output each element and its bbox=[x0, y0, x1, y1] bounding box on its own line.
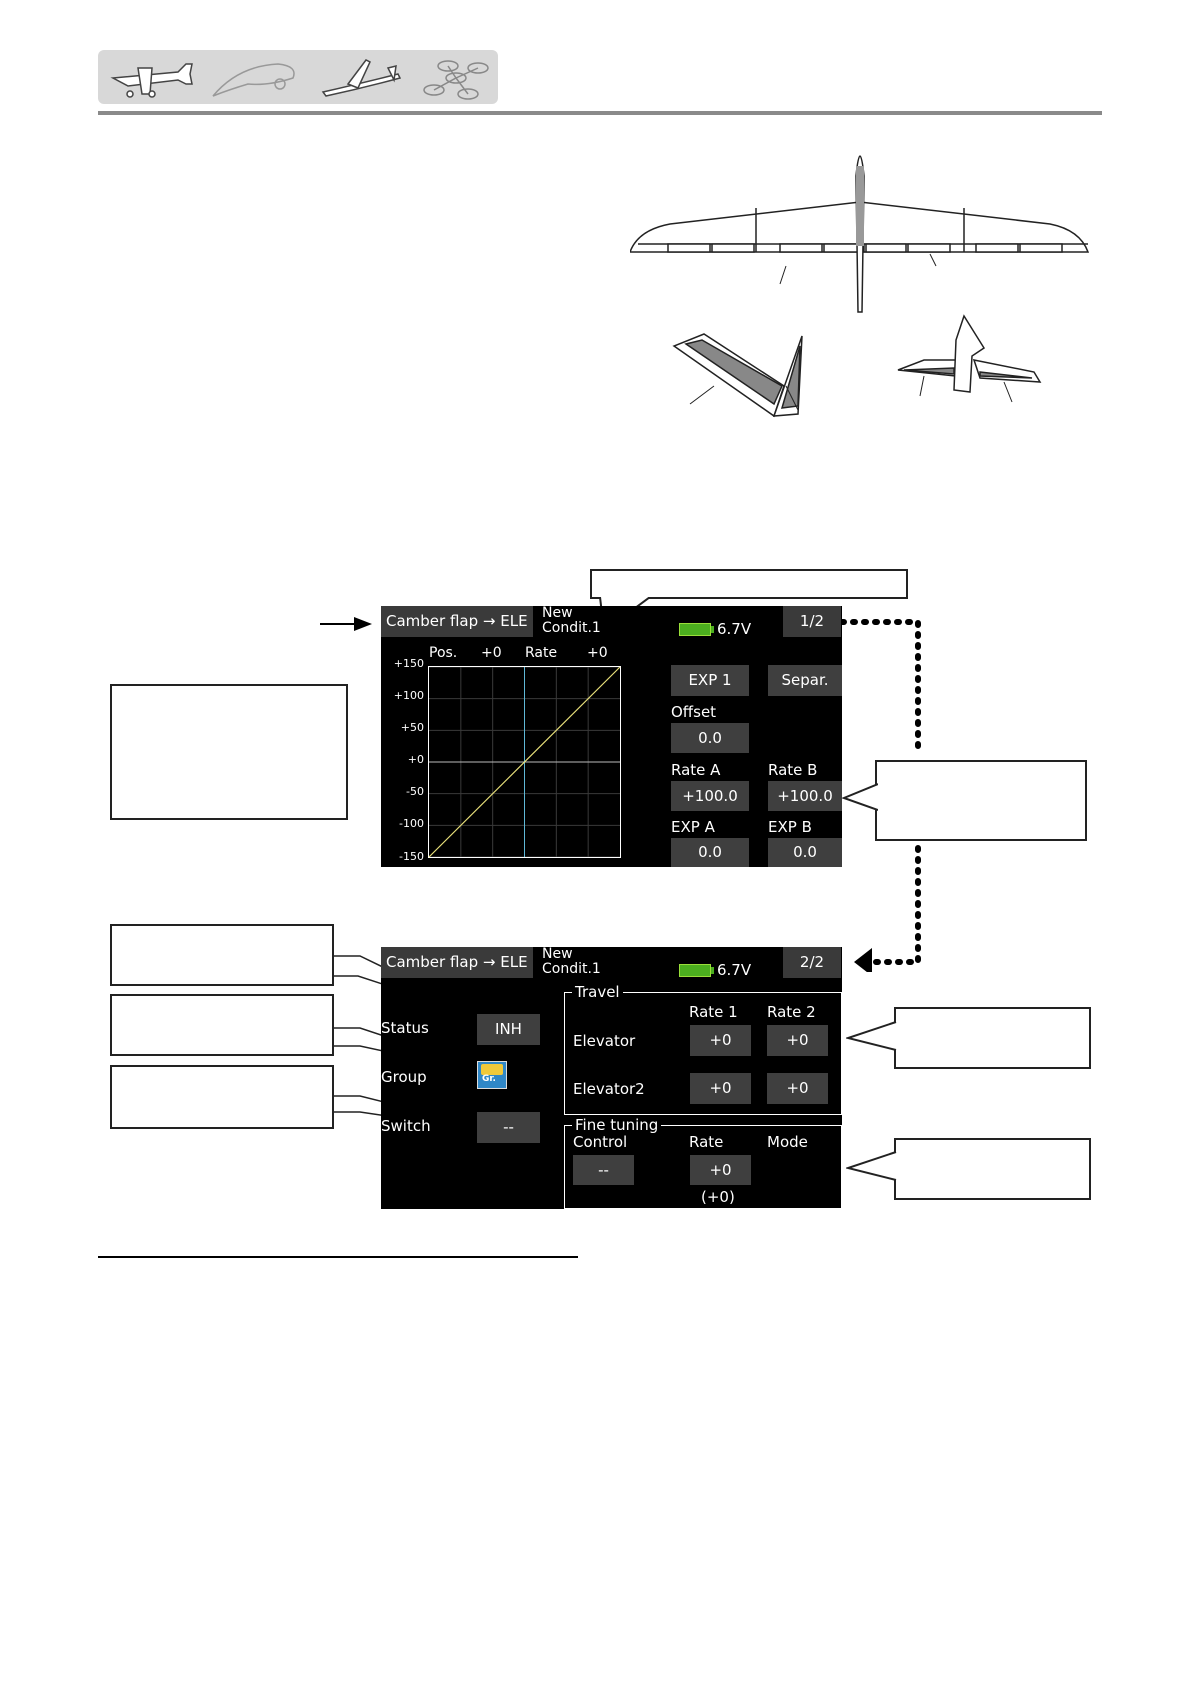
rate-label: Rate bbox=[525, 645, 558, 661]
elevator2-rate2-value[interactable]: +0 bbox=[767, 1073, 828, 1104]
condition-line1: New bbox=[542, 946, 573, 962]
fine-rate-label: Rate bbox=[689, 1133, 724, 1151]
y-tick-label: -100 bbox=[399, 817, 424, 830]
callout-condition bbox=[590, 569, 908, 599]
travel-rate1-label: Rate 1 bbox=[689, 1003, 738, 1021]
rate-a-value[interactable]: +100.0 bbox=[671, 781, 749, 811]
callout-fine-tuning bbox=[894, 1138, 1091, 1200]
fine-mode-label: Mode bbox=[767, 1133, 808, 1151]
airplane-icon bbox=[113, 64, 192, 97]
rate-b-value[interactable]: +100.0 bbox=[768, 781, 842, 811]
fine-control-button[interactable]: -- bbox=[573, 1155, 634, 1185]
travel-title: Travel bbox=[572, 984, 623, 1000]
pos-label: Pos. bbox=[429, 645, 458, 661]
pos-value: +0 bbox=[481, 645, 502, 661]
glider-icon bbox=[213, 64, 294, 96]
model-type-icon-strip bbox=[98, 50, 498, 104]
fine-rate-sub: (+0) bbox=[701, 1188, 735, 1206]
group-icon-text: Gr. bbox=[482, 1074, 496, 1084]
y-tick-label: -150 bbox=[399, 850, 424, 863]
status-button[interactable]: INH bbox=[477, 1014, 540, 1045]
callout-status bbox=[110, 924, 334, 986]
separate-button[interactable]: Separ. bbox=[768, 665, 842, 696]
arrow-to-title bbox=[320, 614, 374, 634]
elevator-rate1-value[interactable]: +0 bbox=[690, 1025, 751, 1056]
fine-control-label: Control bbox=[573, 1133, 628, 1151]
condition-line2: Condit.1 bbox=[542, 961, 601, 977]
exp-b-label: EXP B bbox=[768, 818, 812, 836]
screen-title: Camber flap → ELE bbox=[381, 947, 533, 978]
footer-rule bbox=[98, 1256, 578, 1258]
vtail-diagram bbox=[674, 334, 802, 416]
y-tick-label: +100 bbox=[393, 689, 424, 702]
camber-flap-ele-screen-page2 bbox=[381, 947, 842, 1209]
elevator2-rate1-value[interactable]: +0 bbox=[690, 1073, 751, 1104]
travel-row-label: Elevator bbox=[573, 1032, 636, 1050]
offset-value[interactable]: 0.0 bbox=[671, 723, 749, 753]
exp-b-value[interactable]: 0.0 bbox=[768, 838, 842, 867]
y-tick-label: +150 bbox=[393, 657, 424, 670]
model-type-icons bbox=[98, 50, 498, 104]
battery-icon bbox=[679, 623, 711, 636]
ttail-diagram bbox=[898, 316, 1040, 402]
curve-graph[interactable] bbox=[428, 666, 621, 858]
exp-a-label: EXP A bbox=[671, 818, 715, 836]
switch-button[interactable]: -- bbox=[477, 1112, 540, 1143]
elevator-rate2-value[interactable]: +0 bbox=[767, 1025, 828, 1056]
exp1-button[interactable]: EXP 1 bbox=[671, 665, 749, 696]
y-tick-label: -50 bbox=[406, 785, 424, 798]
rate-a-label: Rate A bbox=[671, 761, 721, 779]
callout-switch bbox=[110, 1065, 334, 1129]
group-label: Group bbox=[381, 1068, 427, 1086]
multicopter-icon bbox=[424, 61, 488, 99]
travel-rate2-label: Rate 2 bbox=[767, 1003, 816, 1021]
rate-value: +0 bbox=[587, 645, 608, 661]
sailplane-icon bbox=[323, 60, 400, 96]
battery-tip bbox=[711, 626, 714, 633]
status-label: Status bbox=[381, 1019, 429, 1037]
battery-voltage: 6.7V bbox=[717, 620, 752, 638]
condition-line2: Condit.1 bbox=[542, 620, 601, 636]
travel-row-label: Elevator2 bbox=[573, 1080, 645, 1098]
y-tick-label: +50 bbox=[400, 721, 424, 734]
header-rule bbox=[98, 111, 1102, 115]
group-icon[interactable] bbox=[477, 1061, 507, 1089]
callout-fine-tuning-pointer bbox=[846, 1150, 898, 1190]
callout-graph-info bbox=[110, 684, 348, 820]
battery-tip bbox=[711, 967, 714, 974]
y-tick-label: +0 bbox=[407, 753, 424, 766]
page-indicator[interactable]: 1/2 bbox=[783, 606, 841, 637]
condition-line1: New bbox=[542, 605, 573, 621]
condition-name[interactable] bbox=[542, 947, 601, 977]
fine-tuning-title: Fine tuning bbox=[572, 1117, 661, 1133]
rate-b-label: Rate B bbox=[768, 761, 818, 779]
screen-title: Camber flap → ELE bbox=[381, 606, 533, 637]
offset-label: Offset bbox=[671, 703, 717, 721]
callout-travel bbox=[894, 1007, 1091, 1069]
condition-name[interactable] bbox=[542, 606, 601, 636]
battery-icon bbox=[679, 964, 711, 977]
glider-diagrams bbox=[630, 136, 1100, 446]
exp-a-value[interactable]: 0.0 bbox=[671, 838, 749, 867]
fine-rate-value[interactable]: +0 bbox=[690, 1155, 751, 1185]
callout-group bbox=[110, 994, 334, 1056]
page-link-dots bbox=[838, 612, 928, 972]
camber-flap-ele-screen-page1 bbox=[381, 606, 842, 867]
callout-travel-pointer bbox=[846, 1020, 898, 1060]
glider-topview-diagram bbox=[630, 156, 1088, 312]
page-indicator[interactable]: 2/2 bbox=[783, 947, 841, 978]
battery-voltage: 6.7V bbox=[717, 961, 752, 979]
switch-label: Switch bbox=[381, 1117, 431, 1135]
